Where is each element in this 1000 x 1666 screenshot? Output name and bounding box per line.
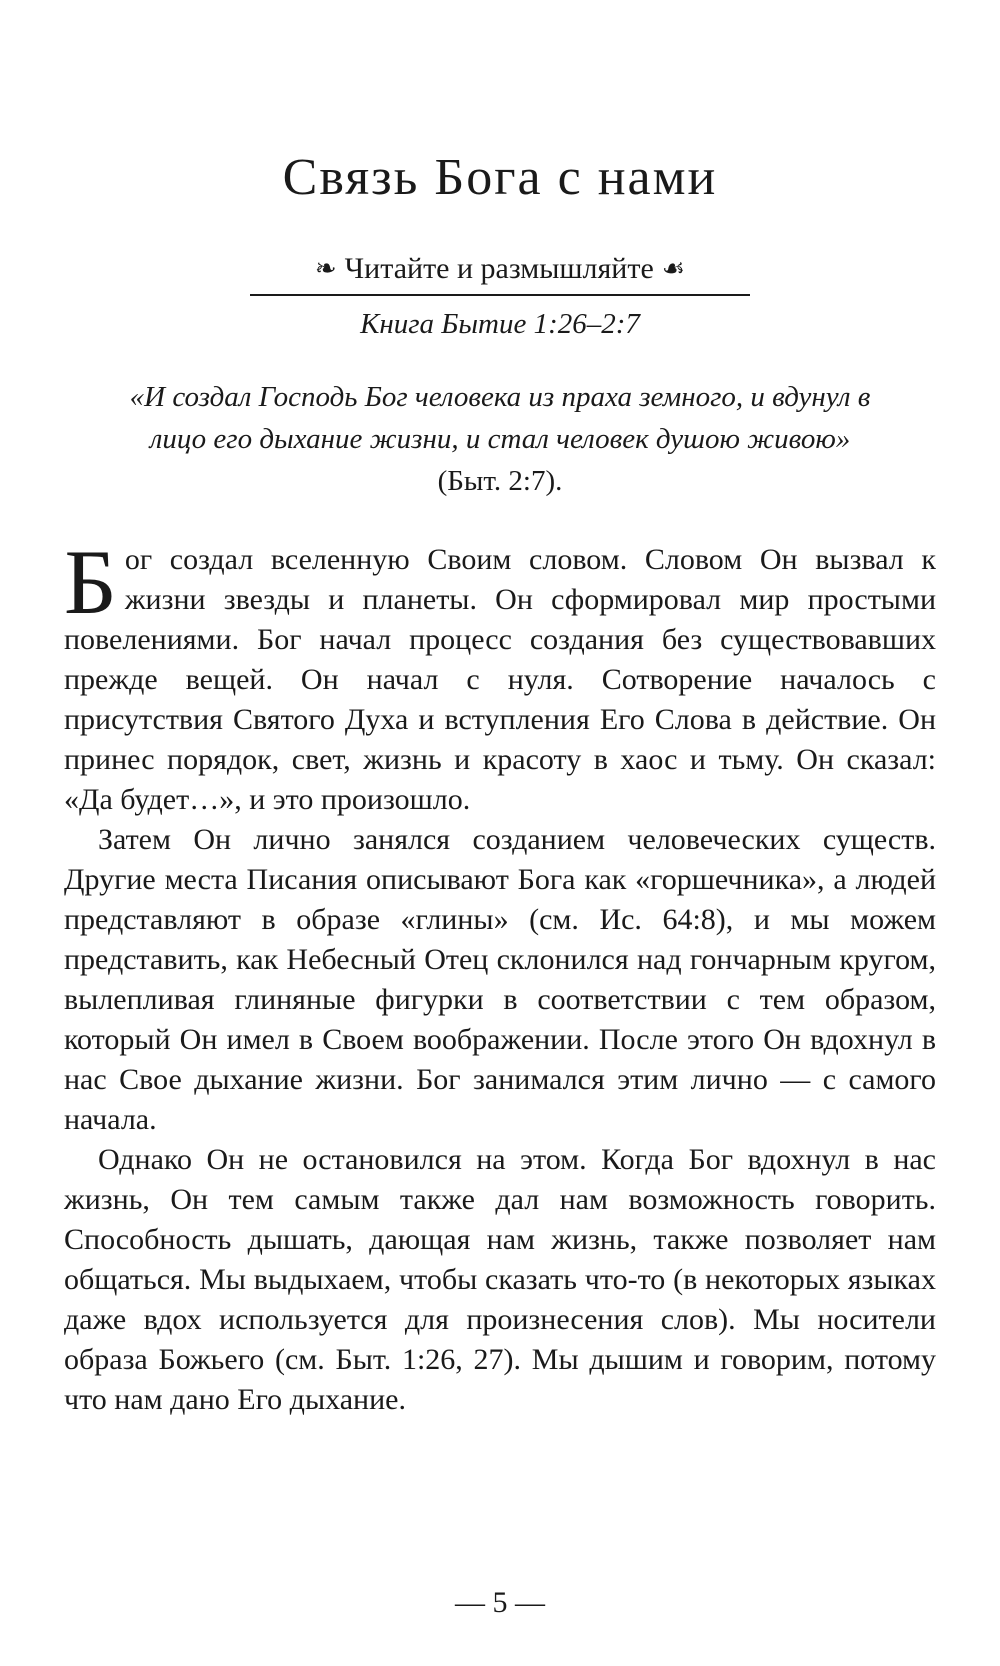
section-heading <box>250 250 750 288</box>
scripture-reference: Книга Бытие 1:26–2:7 <box>360 308 640 340</box>
paragraph-1-text: ог создал вселенную Своим словом. Словом Он вызвал к жизни звезды и планеты. Он сформировал мир простыми повелениями. Бог начал процесс создания без существовавших прежде вещей. Он начал с нуля. Сотворение началось с присутствия Святого Духа и вступления Его Слова в действие. Он принес порядок, свет, жизнь и красоту в хаос и тьму. Он сказал: «Да будет…», и это произошло. <box>64 543 936 816</box>
paragraph-1 <box>64 531 936 820</box>
section-heading-text: Читайте и размышляйте <box>344 252 654 285</box>
page-number: — 5 — <box>455 1586 545 1619</box>
paragraph-2: Затем Он лично занялся созданием человеческих существ. Другие места Писания описывают Бога как «горшечника», а людей представляют в образе «глины» (см. Ис. 64:8), и мы можем представить, как Небесный Отец склонился над гончарным кругом, вылепливая глиняные фигурки в соответствии с тем образом, который Он имел в Своем воображении. После этого Он вдохнул в нас Свое дыхание жизни. Бог занимался этим лично — с самого начала. <box>64 823 936 1136</box>
fleuron-right-icon: ☙ <box>661 254 686 283</box>
heading-divider <box>250 294 750 296</box>
drop-cap: Б <box>64 531 117 633</box>
body-text <box>64 531 936 1420</box>
epigraph-quote: «И создал Господь Бог человека из праха земного, и вдунул в лицо его дыхание жизни, и стал человек душою живою» <box>129 381 871 455</box>
paragraph-3: Однако Он не остановился на этом. Когда Бог вдохнул в нас жизнь, Он тем самым также дал нам возможность говорить. Способность дышать, дающая нам жизнь, также позволяет нам общаться. Мы выдыхаем, чтобы сказать что-то (в некоторых языках даже вдох используется для произнесения слов). Мы носители образа Божьего (см. Быт. 1:26, 27). Мы дышим и говорим, потому что нам дано Его дыхание. <box>64 1143 936 1416</box>
chapter-title: Связь Бога с нами <box>282 149 718 206</box>
epigraph-citation: (Быт. 2:7). <box>437 465 563 497</box>
epigraph <box>110 376 890 502</box>
fleuron-left-icon: ❧ <box>314 254 337 283</box>
